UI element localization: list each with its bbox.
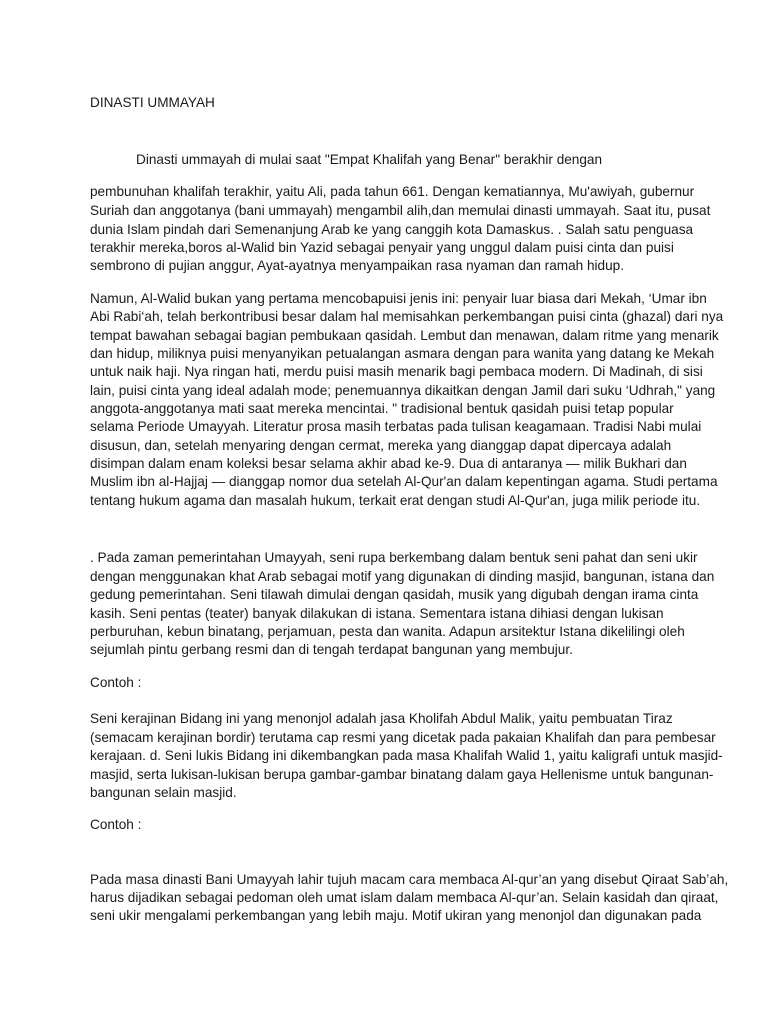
paragraph-line: pembunuhan khalifah terakhir, yaitu Ali, pada tahun 661. Dengan kematiannya, Mu'awiyah, gubernur: [90, 184, 695, 199]
paragraph-line: masjid, serta lukisan-lukisan berupa gambar-gambar binatang dalam gaya Hellenisme untuk bangunan-: [90, 767, 714, 782]
paragraph-line: disimpan dalam enam koleksi besar selama akhir abad ke-9. Dua di antaranya — milik Bukhari dan: [90, 456, 687, 471]
paragraph-line: Namun, Al-Walid bukan yang pertama mencobapuisi jenis ini: penyair luar biasa dari Mekah, ‘Umar ibn: [90, 291, 707, 306]
paragraph-line: Dinasti ummayah di mulai saat "Empat Khalifah yang Benar" berakhir dengan: [136, 152, 603, 167]
paragraph-line: selama Periode Umayyah. Literatur prosa masih terbatas pada tulisan keagamaan. Tradisi Nabi mulai: [90, 419, 702, 434]
paragraph-line: (semacam kerajinan bordir) terutama cap resmi yang dicetak pada pakaian Khalifah dan para pembesar: [90, 730, 716, 745]
paragraph-line: lain, puisi cinta yang ideal adalah mode; penemuannya dikaitkan dengan Jamil dari suku ‘Udhrah," yang: [90, 383, 716, 398]
paragraph-line: Contoh :: [90, 817, 142, 832]
paragraph-line: anggota-anggotanya mati saat mereka mencintai. " tradisional bentuk qasidah puisi tetap popular: [90, 401, 674, 416]
paragraph-line: dengan menggunakan khat Arab sebagai motif yang digunakan di dinding masjid, bangunan, istana dan: [90, 569, 715, 584]
document-title: DINASTI UMMAYAH: [90, 95, 215, 110]
paragraph-line: sembrono di pujian anggur, Ayat-ayatnya menyampaikan rasa nyaman dan ramah hidup.: [90, 258, 625, 273]
paragraph-line: gedung pemerintahan. Seni tilawah dimulai dengan qasidah, musik yang digubah dengan irama cinta: [90, 587, 699, 602]
paragraph-line: . Pada zaman pemerintahan Umayyah, seni rupa berkembang dalam bentuk seni pahat dan seni ukir: [90, 550, 698, 565]
paragraph-line: untuk naik haji. Nya ringan hati, merdu puisi masih menarik bagi pembaca modern. Di Madinah, di sisi: [90, 364, 703, 379]
paragraph-line: kasih. Seni pentas (teater) banyak dilakukan di istana. Sementara istana dihiasi dengan lukisan: [90, 606, 664, 621]
paragraph-line: Muslim ibn al-Hajjaj — dianggap nomor dua setelah Al-Qur'an dalam kepentingan agama. Studi pertama: [90, 474, 718, 489]
paragraph-line: disusun, dan, setelah menyaring dengan cermat, mereka yang dianggap dapat dipercaya adalah: [90, 438, 672, 453]
paragraph-line: bangunan selain masjid.: [90, 785, 237, 800]
paragraph-line: Abi Rabi‘ah, telah berkontribusi besar dalam hal memisahkan perkembangan puisi cinta (ghazal) dari nya: [90, 309, 724, 324]
paragraph-line: dunia Islam pindah dari Semenanjung Arab ke yang canggih kota Damaskus. . Salah satu penguasa: [90, 222, 694, 237]
paragraph-line: kerajaan. d. Seni lukis Bidang ini dikembangkan pada masa Khalifah Walid 1, yaitu kaligrafi untuk masjid-: [90, 748, 723, 763]
paragraph-line: Seni kerajinan Bidang ini yang menonjol adalah jasa Kholifah Abdul Malik, yaitu pembuatan Tiraz: [90, 711, 673, 726]
paragraph-line: tempat bawahan sebagai bagian pembukaan qasidah. Lembut dan menawan, dalam ritme yang menarik: [90, 328, 719, 343]
paragraph-line: Contoh :: [90, 675, 142, 690]
paragraph-line: Suriah dan anggotanya (bani ummayah) mengambil alih,dan memulai dinasti ummayah. Saat itu, pusat: [90, 203, 711, 218]
paragraph-line: harus dijadikan sebagai pedoman oleh umat islam dalam membaca Al-qur’an. Selain kasidah dan qiraat,: [90, 890, 719, 905]
paragraph-line: terakhir mereka,boros al-Walid bin Yazid sebagai penyair yang unggul dalam puisi cinta dan puisi: [90, 240, 674, 255]
paragraph-line: perburuhan, kebun binatang, perjamuan, pesta dan wanita. Adapun arsitektur Istana dikelilingi oleh: [90, 624, 685, 639]
paragraph-line: dan hidup, miliknya puisi menyanyikan petualangan asmara dengan para wanita yang datang ke Mekah: [90, 346, 715, 361]
paragraph-line: Pada masa dinasti Bani Umayyah lahir tujuh macam cara membaca Al-qur’an yang disebut Qiraat Sab’ah,: [90, 872, 729, 887]
paragraph-line: tentang hukum agama dan masalah hukum, terkait erat dengan studi Al-Qur'an, juga milik periode itu.: [90, 493, 701, 508]
paragraph-line: seni ukir mengalami perkembangan yang lebih maju. Motif ukiran yang menonjol dan digunakan pada: [90, 908, 702, 923]
paragraph-line: sejumlah pintu gerbang resmi dan di tengah terdapat bangunan yang membujur.: [90, 642, 573, 657]
